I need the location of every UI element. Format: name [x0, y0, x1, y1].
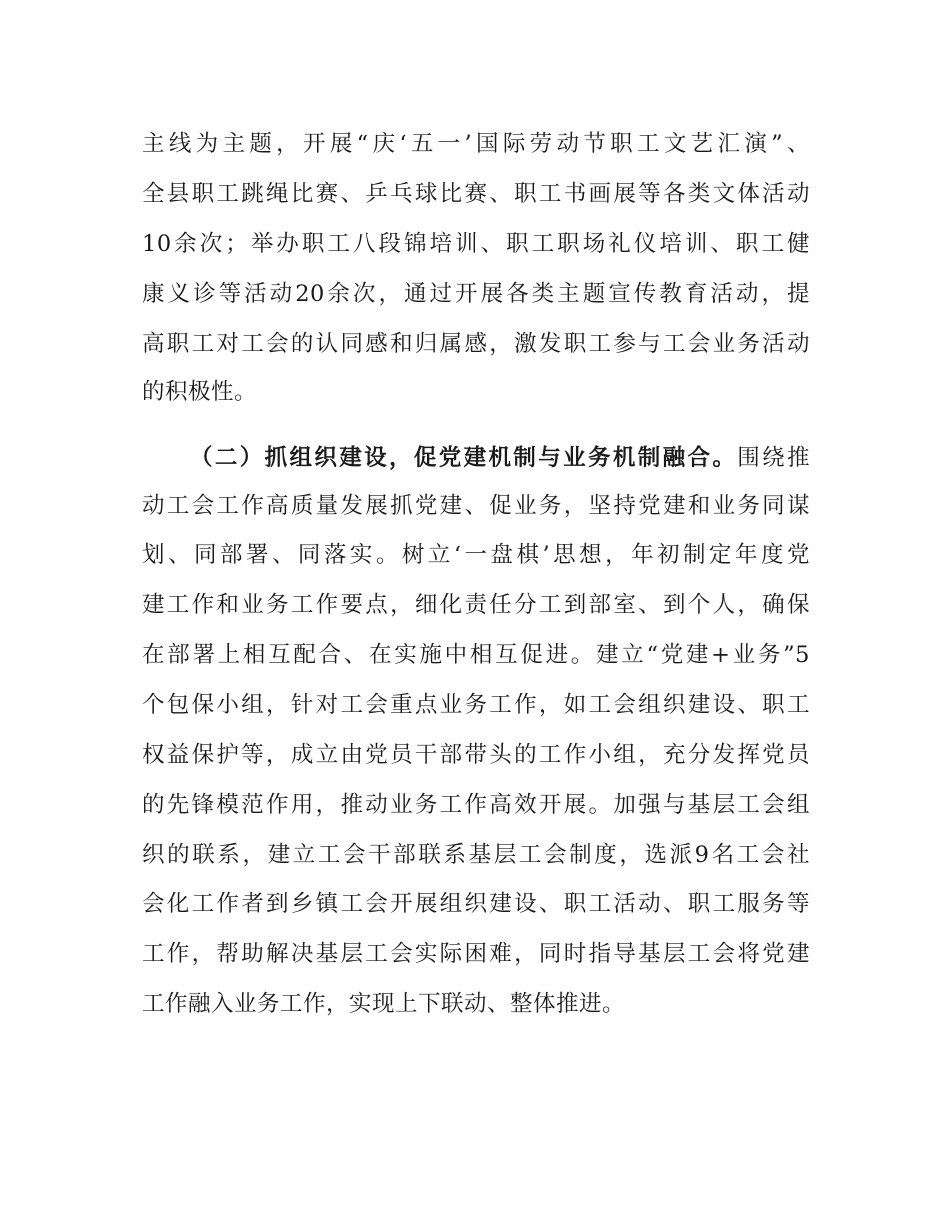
- text-line: 高职工对工会的认同感和归属感，激发职工参与工会业务活动: [142, 331, 810, 357]
- section-heading: （二）抓组织建设，促党建机制与业务机制融合。: [190, 445, 738, 471]
- text-line: 织的联系，建立工会干部联系基层工会制度，选派9名工会社: [142, 842, 810, 868]
- text-line: 建工作和业务工作要点，细化责任分工到部室、到个人，确保: [142, 592, 810, 618]
- text-line: 个包保小组，针对工会重点业务工作，如工会组织建设、职工: [142, 692, 810, 718]
- text-line: 10余次；举办职工八段锦培训、职工职场礼仪培训、职工健: [142, 231, 810, 257]
- text-line: 会化工作者到乡镇工会开展组织建设、职工活动、职工服务等: [142, 891, 810, 917]
- text-line: 的先锋模范作用，推动业务工作高效开展。加强与基层工会组: [142, 792, 810, 818]
- text-line: 权益保护等，成立由党员干部带头的工作小组，充分发挥党员: [142, 742, 810, 768]
- text-line: 工作，帮助解决基层工会实际困难，同时指导基层工会将党建: [142, 941, 810, 967]
- text-line: 工作融入业务工作，实现上下联动、整体推进。: [142, 991, 626, 1017]
- text-line: 在部署上相互配合、在实施中相互促进。建立“党建+业务”5: [142, 642, 810, 668]
- section-heading-line: [190, 438, 810, 478]
- text-line: 划、同部署、同落实。树立‘一盘棋’思想，年初制定年度党: [142, 542, 810, 568]
- text-line: 全县职工跳绳比赛、乒乓球比赛、职工书画展等各类文体活动: [142, 181, 810, 207]
- heading-tail-text: 围绕推: [737, 445, 810, 471]
- text-line: 动工会工作高质量发展抓党建、促业务，坚持党建和业务同谋: [142, 493, 810, 519]
- text-line: 主线为主题，开展“庆‘五一’国际劳动节职工文艺汇演”、: [142, 131, 810, 157]
- text-line: 的积极性。: [142, 379, 258, 405]
- text-line: 康义诊等活动20余次，通过开展各类主题宣传教育活动，提: [142, 281, 810, 307]
